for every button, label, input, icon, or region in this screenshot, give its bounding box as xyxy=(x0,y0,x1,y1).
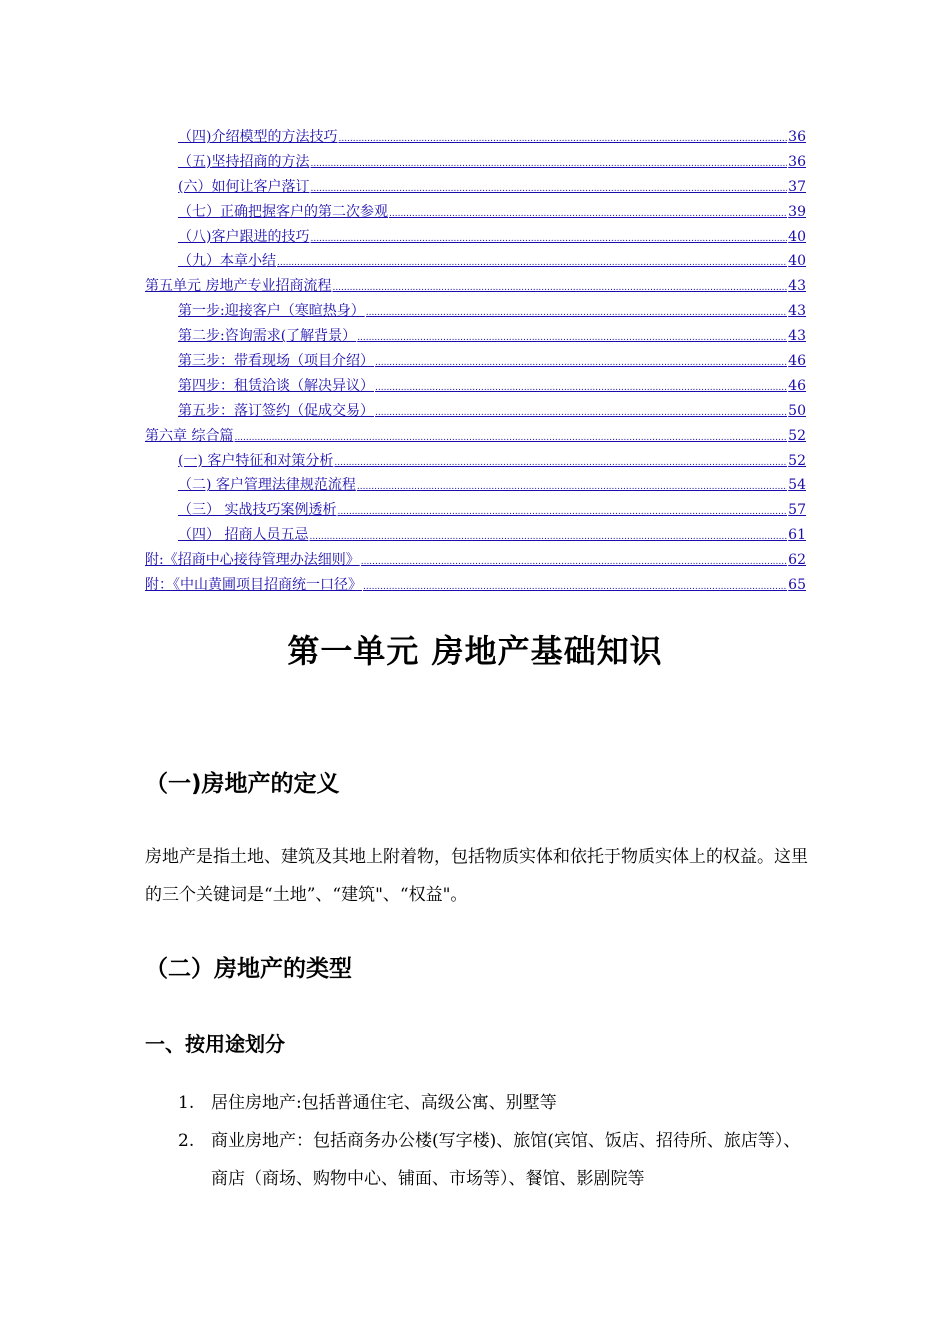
toc-entry-page: 62 xyxy=(788,552,806,569)
toc-entry[interactable] xyxy=(145,151,806,176)
toc-entry-title: （四） 招商人员五忌 xyxy=(178,527,309,544)
toc-entry[interactable] xyxy=(145,325,806,350)
toc-entry-page: 43 xyxy=(788,278,806,295)
toc-entry-page: 37 xyxy=(788,178,806,195)
list-item-number: 2. xyxy=(178,1131,195,1151)
toc-entry[interactable] xyxy=(145,524,806,549)
toc-entry-page: 36 xyxy=(788,153,806,170)
list-item-text: 居住房地产:包括普通住宅、高级公寓、别墅等 xyxy=(211,1093,557,1113)
toc-entry-page: 36 xyxy=(788,129,806,145)
list-item-text: 商业房地产：包括商务办公楼(写字楼)、旅馆(宾馆、饭店、招待所、旅店等）、商店（商场、购物中心、铺面、市场等）、餐馆、影剧院等 xyxy=(211,1131,801,1189)
toc-entry-title: 第一步:迎接客户（寒暄热身） xyxy=(178,303,365,320)
toc-entry-title: （四)介绍模型的方法技巧 xyxy=(178,129,338,145)
toc-leader-dots xyxy=(357,331,787,345)
toc-entry-title: 第六章 综合篇 xyxy=(145,427,234,444)
toc-entry-page: 40 xyxy=(788,228,806,245)
toc-entry-title: 第三步：带看现场（项目介绍） xyxy=(178,353,374,370)
definition-paragraph: 房地产是指土地、建筑及其地上附着物，包括物质实体和依托于物质实体上的权益。这里的三个关键词是“土地”、“建筑"、“权益"。 xyxy=(145,847,808,905)
toc-entry-title: 第四步：租赁洽谈（解决异议） xyxy=(178,377,374,394)
toc-leader-dots xyxy=(234,431,787,445)
toc-leader-dots xyxy=(309,530,787,544)
toc-entry[interactable] xyxy=(145,300,806,325)
type-list xyxy=(145,1084,810,1198)
toc-entry-title: （七）正确把握客户的第二次参观 xyxy=(178,203,388,220)
section-heading-definition: （一)房地产的定义 xyxy=(145,771,340,797)
toc-entry-page: 65 xyxy=(788,577,806,594)
toc-entry[interactable] xyxy=(145,499,806,524)
toc-entry[interactable] xyxy=(145,126,806,151)
toc-leader-dots xyxy=(361,555,787,569)
toc-entry-page: 52 xyxy=(788,427,806,444)
toc-entry-page: 57 xyxy=(788,502,806,519)
toc-leader-dots xyxy=(366,306,787,320)
toc-entry-page: 43 xyxy=(788,328,806,345)
toc-leader-dots xyxy=(375,356,787,370)
toc-entry-title: (六）如何让客户落订 xyxy=(178,178,310,195)
table-of-contents xyxy=(145,126,806,599)
toc-entry-page: 46 xyxy=(788,377,806,394)
toc-entry[interactable] xyxy=(145,201,806,226)
toc-entry[interactable] xyxy=(145,275,806,300)
toc-entry-title: 附：《中山黄圃项目招商统一口径》 xyxy=(145,577,362,594)
toc-entry-page: 54 xyxy=(788,477,806,494)
unit-title: 第一单元 房地产基础知识 xyxy=(287,632,663,670)
toc-entry-page: 43 xyxy=(788,303,806,320)
list-item-number: 1. xyxy=(178,1093,195,1113)
toc-entry-title: （三） 实战技巧案例透析 xyxy=(178,502,337,519)
toc-leader-dots xyxy=(334,456,787,470)
toc-leader-dots xyxy=(389,207,787,221)
toc-entry[interactable] xyxy=(145,400,806,425)
toc-entry[interactable] xyxy=(145,450,806,475)
toc-entry-title: 第五单元 房地产专业招商流程 xyxy=(145,278,332,295)
list-item xyxy=(145,1122,810,1198)
toc-leader-dots xyxy=(337,505,787,519)
toc-entry-page: 46 xyxy=(788,353,806,370)
section-heading-types: （二）房地产的类型 xyxy=(145,956,352,982)
toc-entry-page: 40 xyxy=(788,253,806,270)
toc-entry[interactable] xyxy=(145,176,806,201)
toc-entry[interactable] xyxy=(145,226,806,251)
toc-leader-dots xyxy=(357,480,787,494)
toc-entry-title: 附:《招商中心接待管理办法细则》 xyxy=(145,552,360,569)
toc-leader-dots xyxy=(310,232,787,246)
toc-leader-dots xyxy=(277,256,787,270)
toc-entry[interactable] xyxy=(145,425,806,450)
toc-entry-page: 50 xyxy=(788,402,806,419)
toc-entry-title: (一) 客户特征和对策分析 xyxy=(178,452,334,469)
toc-entry[interactable] xyxy=(145,574,806,599)
list-item xyxy=(145,1084,810,1122)
toc-leader-dots xyxy=(363,580,787,594)
toc-leader-dots xyxy=(338,132,787,146)
toc-entry-title: 第五步：落订签约（促成交易） xyxy=(178,402,374,419)
toc-leader-dots xyxy=(310,182,787,196)
toc-entry-title: （八)客户跟进的技巧 xyxy=(178,228,310,245)
toc-entry[interactable] xyxy=(145,250,806,275)
toc-leader-dots xyxy=(375,406,787,420)
toc-entry-page: 61 xyxy=(788,527,806,544)
toc-entry-page: 52 xyxy=(788,452,806,469)
toc-entry-title: （五)坚持招商的方法 xyxy=(178,153,310,170)
toc-entry-page: 39 xyxy=(788,203,806,220)
toc-entry-title: 第二步:咨询需求(了解背景） xyxy=(178,328,357,345)
toc-leader-dots xyxy=(310,157,787,171)
subheading-by-use: 一、按用途划分 xyxy=(145,1032,285,1056)
toc-leader-dots xyxy=(332,281,787,295)
toc-entry-title: （二) 客户管理法律规范流程 xyxy=(178,477,356,494)
toc-leader-dots xyxy=(375,381,787,395)
toc-entry[interactable] xyxy=(145,350,806,375)
toc-entry[interactable] xyxy=(145,474,806,499)
toc-entry-title: （九）本章小结 xyxy=(178,253,276,270)
toc-entry[interactable] xyxy=(145,549,806,574)
toc-entry[interactable] xyxy=(145,375,806,400)
